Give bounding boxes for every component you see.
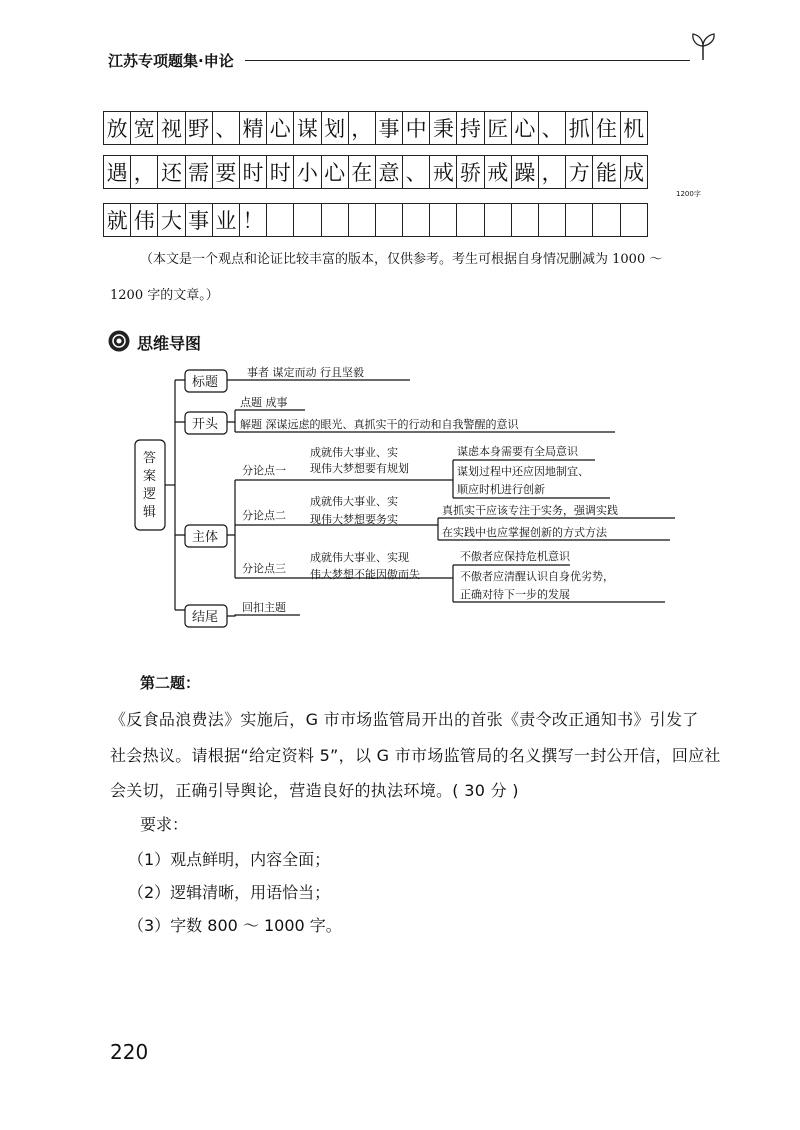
- grid-cell: ，: [348, 111, 376, 145]
- grid-cell: [484, 203, 512, 237]
- requirement-item: （1）观点鲜明，内容全面；: [128, 850, 331, 869]
- opening-point-1: 点题 成事: [240, 396, 288, 409]
- requirements-heading: 要求：: [140, 815, 189, 834]
- grid-cell: 遇: [103, 155, 131, 189]
- grid-cell: 事: [185, 203, 213, 237]
- leaf-text: 谋划过程中还应因地制宜、: [457, 465, 589, 478]
- grid-cell: 业: [212, 203, 240, 237]
- grid-cell: 时: [266, 155, 294, 189]
- grid-cell: 秉: [429, 111, 457, 145]
- leaf-text: 顺应时机进行创新: [457, 483, 545, 496]
- sub-point-1-text: 现伟大梦想要有规划: [310, 462, 409, 475]
- grid-cell: ，: [130, 155, 158, 189]
- sprout-icon: [688, 30, 718, 62]
- grid-cell: 匠: [484, 111, 512, 145]
- grid-cell: 戒: [484, 155, 512, 189]
- note-line: （本文是一个观点和论证比较丰富的版本，仅供参考。考生可根据自身情况删减为 1000 ～: [140, 252, 663, 267]
- grid-cell: 戒: [429, 155, 457, 189]
- root-label: [143, 451, 156, 520]
- grid-cell: 野: [185, 111, 213, 145]
- grid-cell: [456, 203, 484, 237]
- grid-cell: 心: [321, 155, 349, 189]
- sub-point-2-text: 现伟大梦想要务实: [310, 513, 398, 526]
- root-char: 逻: [143, 487, 157, 502]
- grid-cell: [429, 203, 457, 237]
- leaf-text: 在实践中也应掌握创新的方式方法: [442, 526, 607, 539]
- grid-cell: [620, 203, 648, 237]
- grid-cell: 心: [511, 111, 539, 145]
- grid-cell: ，: [538, 155, 566, 189]
- grid-cell: 要: [212, 155, 240, 189]
- sub-point-3-label: 分论点三: [242, 562, 286, 575]
- grid-cell: 持: [456, 111, 484, 145]
- question-title: 第二题：: [140, 674, 201, 692]
- grid-cell: 伟: [130, 203, 158, 237]
- ending-text: 回扣主题: [242, 601, 286, 614]
- note-line: 1200 字的文章。）: [110, 288, 219, 303]
- grid-cell: [348, 203, 376, 237]
- mindmap-title: 思维导图: [137, 334, 202, 353]
- grid-cell: 需: [185, 155, 213, 189]
- word-count-mark: 1200字: [676, 190, 701, 198]
- mind-map: [120, 360, 690, 640]
- sub-point-1-label: 分论点一: [242, 464, 286, 477]
- grid-cell: [375, 203, 403, 237]
- essay-grid-row: [104, 155, 648, 189]
- flower-badge-icon: [108, 330, 130, 352]
- grid-cell: [592, 203, 620, 237]
- grid-cell: 宽: [130, 111, 158, 145]
- grid-cell: [293, 203, 321, 237]
- sub-point-2-label: 分论点二: [242, 509, 286, 522]
- grid-cell: 机: [620, 111, 648, 145]
- sub-point-2-text: 成就伟大事业、实: [310, 495, 398, 508]
- grid-cell: 抓: [565, 111, 593, 145]
- branch-body-label: 主体: [192, 530, 219, 545]
- root-char: 辑: [143, 505, 157, 520]
- root-char: 答: [143, 451, 157, 466]
- opening-point-2: 解题 深谋远虑的眼光、真抓实干的行动和自我警醒的意识: [240, 418, 519, 431]
- sub-point-3-text: 伟大梦想不能因傲而失: [310, 568, 420, 581]
- grid-cell: 谋: [293, 111, 321, 145]
- grid-cell: 小: [293, 155, 321, 189]
- header-rule: [245, 60, 690, 61]
- grid-cell: 躁: [511, 155, 539, 189]
- leaf-text: 真抓实干应该专注于实务，强调实践: [442, 504, 618, 517]
- grid-cell: [402, 203, 430, 237]
- branch-ending-label: 结尾: [192, 610, 219, 625]
- grid-cell: 中: [402, 111, 430, 145]
- requirement-item: （2）逻辑清晰，用语恰当；: [128, 883, 331, 902]
- grid-cell: 方: [565, 155, 593, 189]
- essay-grid-row: [104, 111, 648, 145]
- grid-cell: 放: [103, 111, 131, 145]
- root-char: 案: [143, 469, 157, 484]
- grid-cell: [511, 203, 539, 237]
- grid-cell: 划: [321, 111, 349, 145]
- leaf-text: 不傲者应清醒认识自身优劣势，: [460, 570, 614, 583]
- branch-opening-label: 开头: [192, 417, 219, 432]
- requirement-item: （3）字数 800 ～ 1000 字。: [128, 916, 342, 935]
- grid-cell: 、: [212, 111, 240, 145]
- grid-cell: 心: [266, 111, 294, 145]
- grid-cell: 住: [592, 111, 620, 145]
- leaf-text: 不傲者应保持危机意识: [460, 550, 570, 563]
- grid-cell: 成: [620, 155, 648, 189]
- grid-cell: 还: [157, 155, 185, 189]
- grid-cell: 大: [157, 203, 185, 237]
- grid-cell: 意: [375, 155, 403, 189]
- title-text: 事者 谋定而动 行且坚毅: [247, 366, 364, 379]
- grid-cell: 在: [348, 155, 376, 189]
- grid-cell: [321, 203, 349, 237]
- question-text: 社会热议。请根据“给定资料 5”，以 G 市市场监管局的名义撰写一封公开信，回应社: [110, 746, 721, 765]
- grid-cell: [565, 203, 593, 237]
- question-text: 《反食品浪费法》实施后，G 市市场监管局开出的首张《责令改正通知书》引发了: [110, 710, 699, 729]
- leaf-text: 正确对待下一步的发展: [460, 588, 570, 601]
- grid-cell: [266, 203, 294, 237]
- page-number: 220: [110, 1040, 149, 1064]
- sub-point-3-text: 成就伟大事业、实现: [310, 551, 409, 564]
- grid-cell: 时: [239, 155, 267, 189]
- branch-title-label: 标题: [192, 375, 219, 390]
- grid-cell: 、: [538, 111, 566, 145]
- grid-cell: [538, 203, 566, 237]
- grid-cell: 就: [103, 203, 131, 237]
- grid-cell: 能: [592, 155, 620, 189]
- grid-cell: 事: [375, 111, 403, 145]
- grid-cell: 精: [239, 111, 267, 145]
- header-title: 江苏专项题集·申论: [108, 52, 234, 70]
- essay-grid-row: [104, 203, 648, 237]
- leaf-text: 谋虑本身需要有全局意识: [457, 445, 578, 458]
- question-text: 会关切，正确引导舆论，营造良好的执法环境。( 30 分 ): [110, 781, 519, 800]
- sub-point-1-text: 成就伟大事业、实: [310, 446, 398, 459]
- grid-cell: 视: [157, 111, 185, 145]
- grid-cell: 骄: [456, 155, 484, 189]
- grid-cell: ！: [239, 203, 267, 237]
- grid-cell: 、: [402, 155, 430, 189]
